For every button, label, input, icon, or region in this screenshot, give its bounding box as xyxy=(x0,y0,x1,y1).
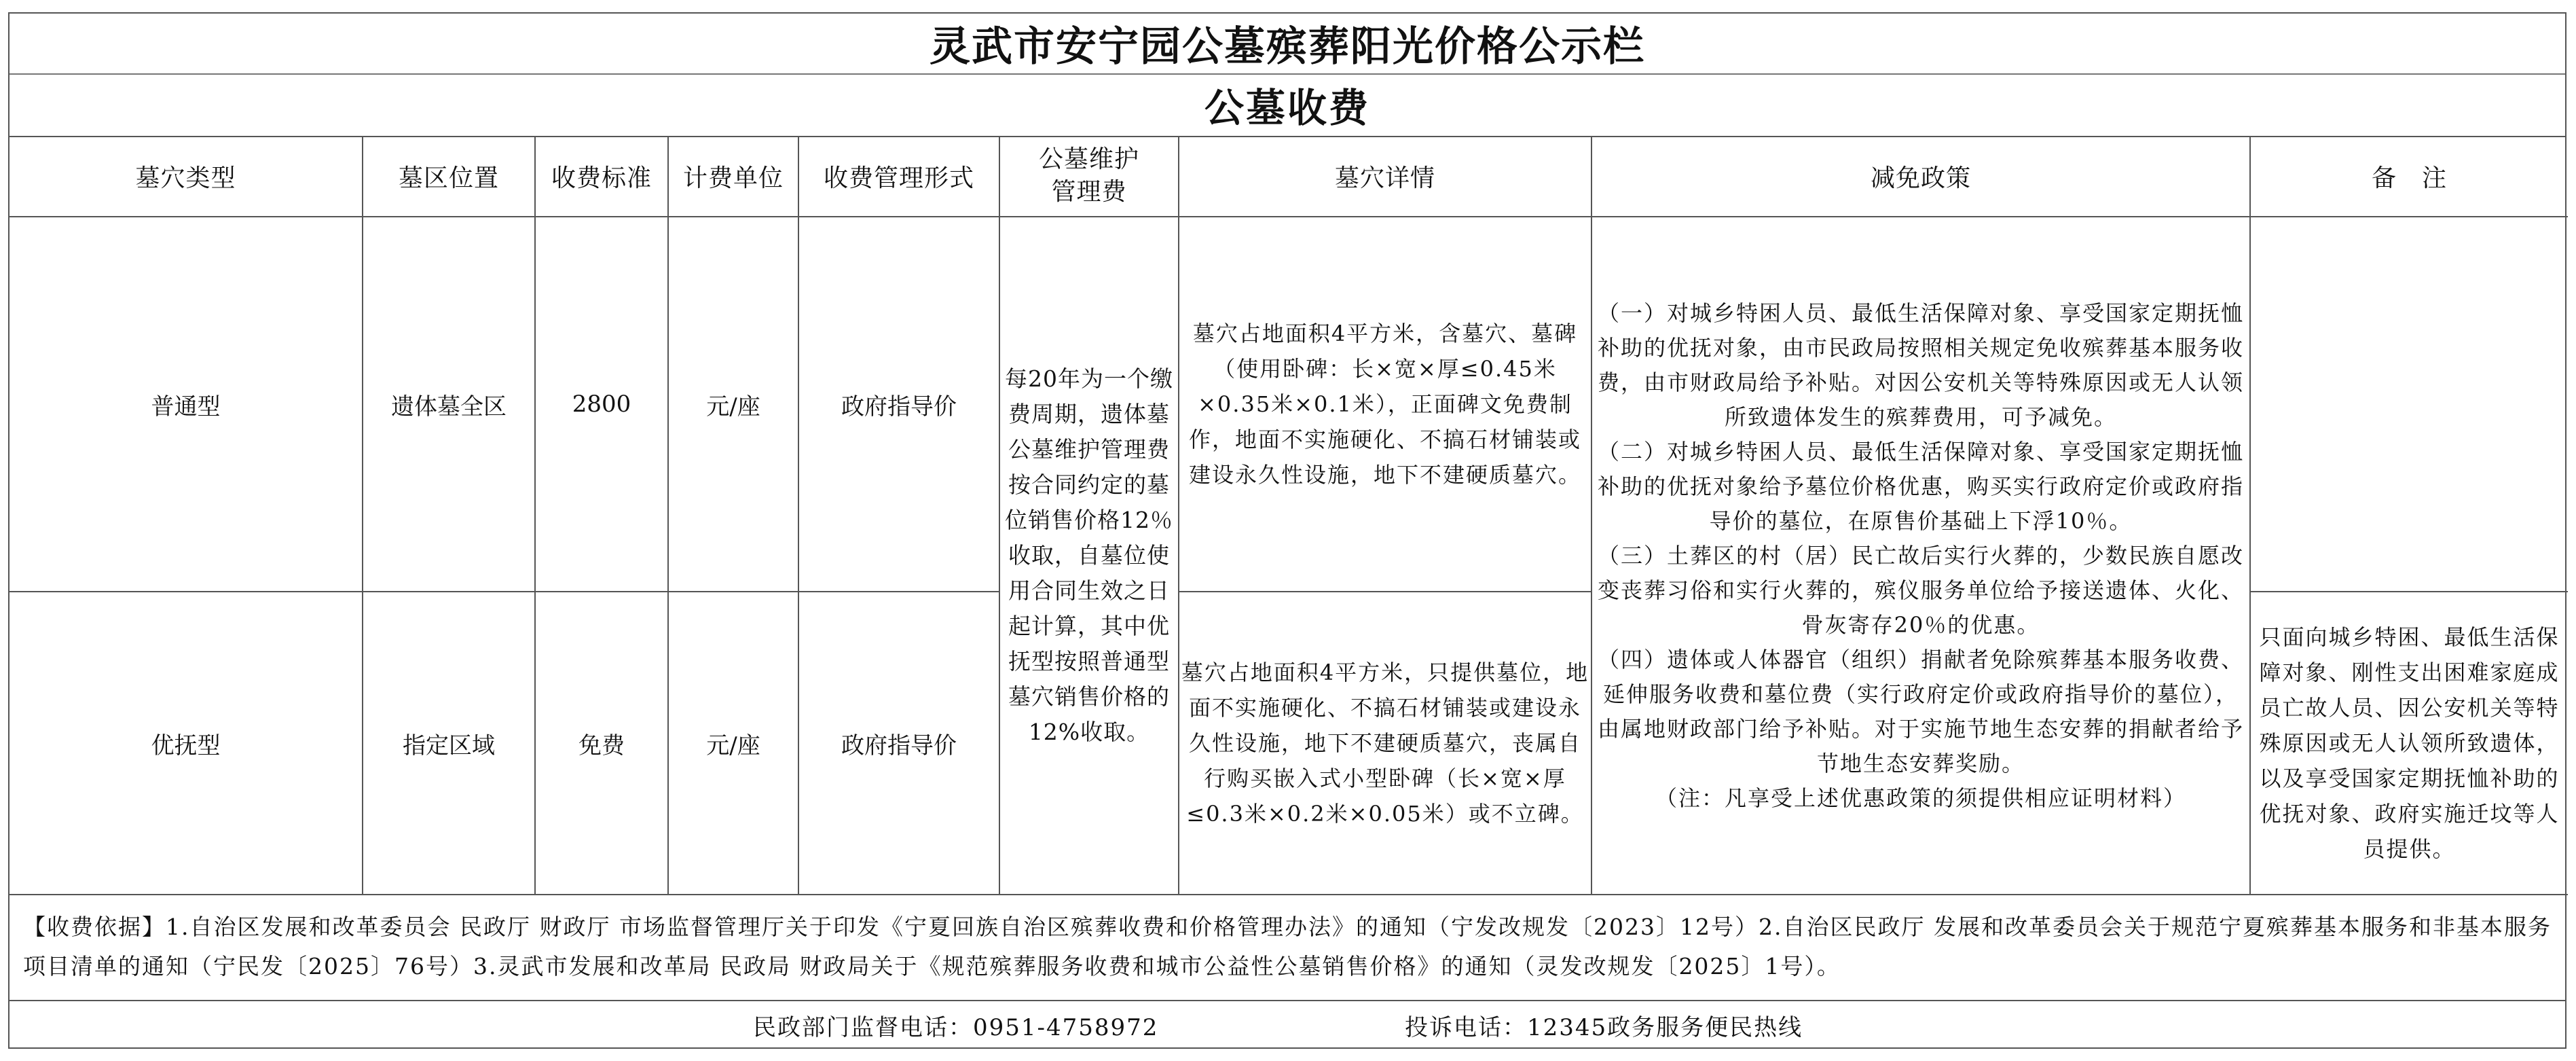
row-details: 墓穴占地面积4平方米，含墓穴、墓碑（使用卧碑：长×宽×厚≤0.45米×0.35米×0.1米），正面碑文免费制作，地面不实施硬化、不搞石材铺装或建设永久性设施，地下不建硬质墓穴。 xyxy=(1179,217,1591,592)
row-unit: 元/座 xyxy=(668,592,798,895)
price-notice-board xyxy=(8,12,2566,1049)
header-price: 收费标准 xyxy=(535,136,668,217)
remarks-cell: 只面向城乡特困、最低生活保障对象、刚性支出困难家庭成员亡故人员、因公安机关等特殊原因或无人认领所致遗体，以及享受国家定期抚恤补助的优抚对象、政府实施迁坟等人员提供。 xyxy=(2250,592,2568,895)
header-location: 墓区位置 xyxy=(363,136,535,217)
header-unit: 计费单位 xyxy=(668,136,798,217)
complaint-phone: 投诉电话：12345政务服务便民热线 xyxy=(1405,1013,1803,1041)
header-management: 收费管理形式 xyxy=(798,136,999,217)
row-location: 指定区域 xyxy=(363,592,535,895)
policy-item: （一）对城乡特困人员、最低生活保障对象、享受国家定期抚恤补助的优抚对象，由市民政局按照相关规定免收殡葬基本服务收费，由市财政局给予补贴。对因公安机关等特殊原因或无人认领所致遗体发生的殡葬费用，可予减免。 xyxy=(1597,300,2244,430)
header-maintenance-line2: 管理费 xyxy=(1051,178,1127,206)
section-subtitle: 公墓收费 xyxy=(10,73,2565,137)
policy-item: （二）对城乡特困人员、最低生活保障对象、享受国家定期抚恤补助的优抚对象给予墓位价格优惠，购买实行政府定价或政府指导价的墓位，在原售价基础上下浮10％。 xyxy=(1597,438,2244,534)
maintenance-fee: 每20年为一个缴费周期，遗体墓公墓维护管理费按合同约定的墓位销售价格12％收取，自墓位使用合同生效之日起计算，其中优抚型按照普通型墓穴销售价格的12%收取。 xyxy=(999,217,1179,895)
header-remarks: 备 注 xyxy=(2250,136,2568,217)
fee-basis: 【收费依据】1.自治区发展和改革委员会 民政厅 财政厅 市场监督管理厅关于印发《宁夏回族自治区殡葬收费和价格管理办法》的通知（宁发改规发〔2023〕12号）2.自治区民政厅 发展和改革委员会关于规范宁夏殡葬基本服务和非基本服务项目清单的通知（宁民发〔2025〕76号）3.灵武市发展和改革局 民政局 财政局关于《规范殡葬服务收费和城市公益性公墓销售价格》的通知（灵发改规发〔2025〕1号）。 xyxy=(10,894,2565,1001)
row-price: 2800 xyxy=(535,217,668,592)
row-management: 政府指导价 xyxy=(798,592,999,895)
policy-item: （四）遗体或人体器官（组织）捐献者免除殡葬基本服务收费、延伸服务收费和墓位费（实行政府定价或政府指导价的墓位），由属地财政部门给予补贴。对于实施节地生态安葬的捐献者给予节地生态安葬奖励。 xyxy=(1597,646,2244,776)
row-unit: 元/座 xyxy=(668,217,798,592)
remark-empty xyxy=(2250,217,2568,592)
footer xyxy=(10,1001,2565,1049)
row-management: 政府指导价 xyxy=(798,217,999,592)
policy-cell xyxy=(1591,217,2250,895)
row-details: 墓穴占地面积4平方米，只提供墓位，地面不实施硬化、不搞石材铺装或建设永久性设施，地下不建硬质墓穴，丧属自行购买嵌入式小型卧碑（长×宽×厚≤0.3米×0.2米×0.05米）或不立碑。 xyxy=(1179,592,1591,895)
policy-item: （三）土葬区的村（居）民亡故后实行火葬的，少数民族自愿改变丧葬习俗和实行火葬的，殡仪服务单位给予接送遗体、火化、骨灰寄存20％的优惠。 xyxy=(1597,542,2244,638)
header-type: 墓穴类型 xyxy=(10,136,363,217)
policy-note: （注：凡享受上述优惠政策的须提供相应证明材料） xyxy=(1655,785,2186,811)
row-price: 免费 xyxy=(535,592,668,895)
header-row xyxy=(10,136,2568,217)
header-details: 墓穴详情 xyxy=(1179,136,1591,217)
fee-table xyxy=(10,136,2568,895)
header-maintenance xyxy=(999,136,1179,217)
table-row xyxy=(10,217,2568,592)
row-type: 普通型 xyxy=(10,217,363,592)
header-policy: 减免政策 xyxy=(1591,136,2250,217)
page-title: 灵武市安宁园公墓殡葬阳光价格公示栏 xyxy=(10,14,2565,75)
supervision-phone: 民政部门监督电话：0951-4758972 xyxy=(753,1013,1159,1041)
row-type: 优抚型 xyxy=(10,592,363,895)
row-location: 遗体墓全区 xyxy=(363,217,535,592)
header-maintenance-line1: 公墓维护 xyxy=(1038,145,1139,173)
